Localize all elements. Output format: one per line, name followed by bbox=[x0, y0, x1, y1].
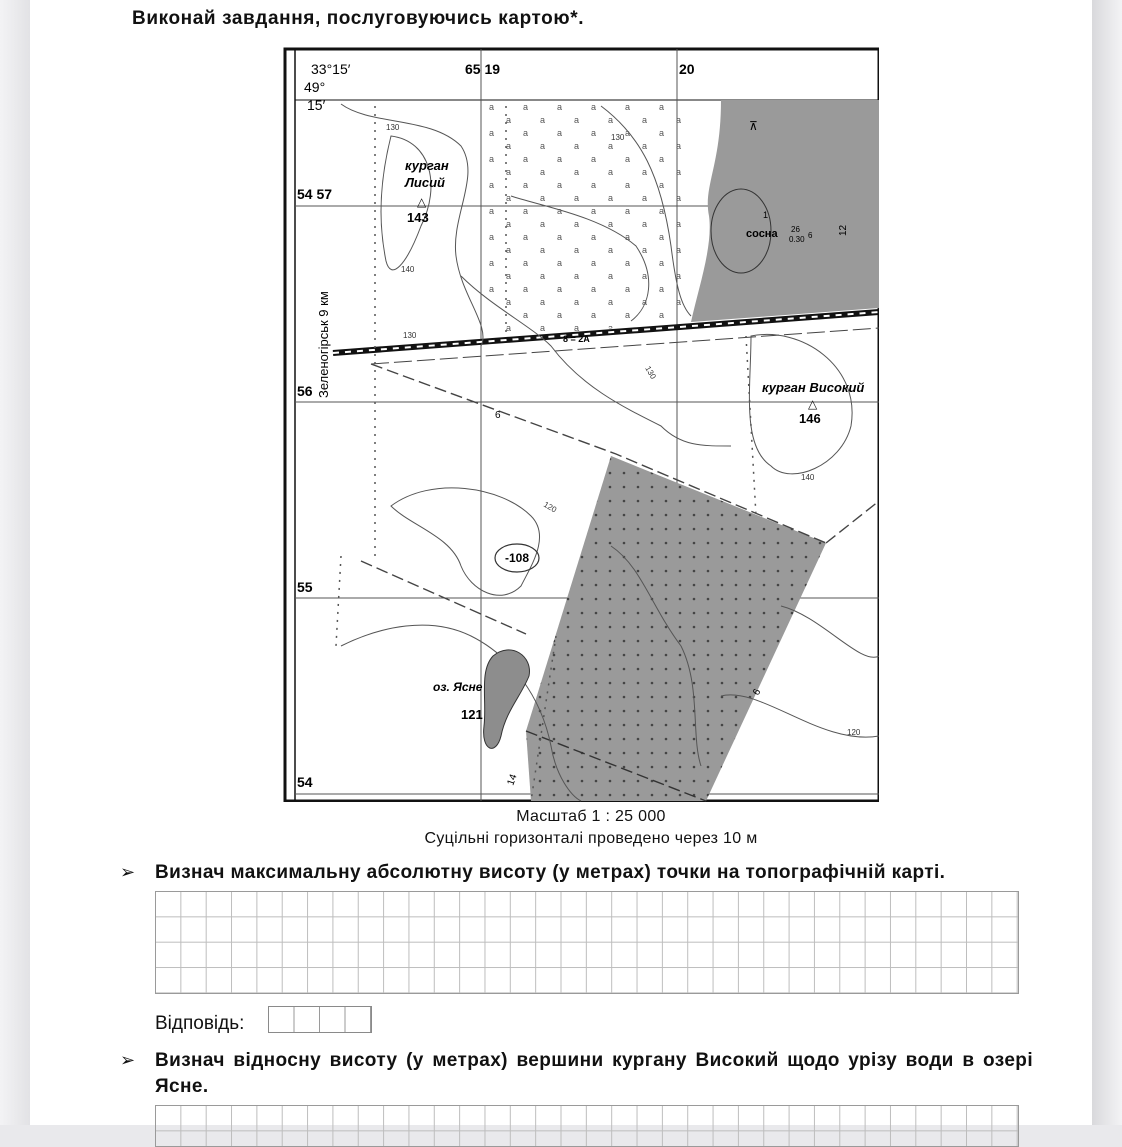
lysyi-triangle: △ bbox=[417, 195, 427, 209]
grid-y-label-4: 54 bbox=[297, 774, 313, 790]
contour-label-7: 120 bbox=[542, 499, 559, 515]
pine-height: 26 bbox=[791, 225, 800, 234]
contour-label-3: 140 bbox=[401, 265, 415, 274]
vysokyi-triangle: △ bbox=[808, 397, 818, 411]
contour-label-6: 140 bbox=[801, 473, 815, 482]
question-1: Визнач максимальну абсолютну висоту (у метрах) точки на топографічній карті. bbox=[155, 862, 946, 883]
road-label: 8 = 2А bbox=[563, 334, 590, 344]
answer-grid-1[interactable] bbox=[155, 891, 1019, 994]
answer-grid-2[interactable] bbox=[155, 1105, 1019, 1147]
contour-label-8: 120 bbox=[847, 728, 861, 737]
answer-box[interactable] bbox=[268, 1006, 372, 1033]
road-mark-1: 6 bbox=[495, 410, 501, 421]
answer-label: Відповідь: bbox=[155, 1013, 245, 1034]
page-edge-right bbox=[1092, 0, 1122, 1125]
meadow-area bbox=[486, 104, 691, 338]
lake-label: оз. Ясне bbox=[433, 680, 483, 694]
forest-symbol-icon: ⊼ bbox=[749, 119, 758, 133]
question-2: Визнач відносну висоту (у метрах) вершини кургану Високий щодо урізу води в озері Ясне. bbox=[155, 1050, 1033, 1097]
forest-mark: 12 bbox=[838, 224, 849, 236]
grid-y-label-2: 56 bbox=[297, 383, 313, 399]
contour-label-4: 130 bbox=[403, 331, 417, 340]
contour-label-1: 130 bbox=[386, 123, 400, 132]
pine-mark: 1 bbox=[763, 210, 769, 220]
road-mark-3: 14 bbox=[505, 772, 520, 788]
contour-interval-note: Суцільні горизонталі проведено через 10 м bbox=[424, 830, 758, 847]
corner-latitude-deg: 49° bbox=[304, 79, 326, 95]
pine-label: сосна bbox=[746, 228, 778, 240]
depression-label: -108 bbox=[505, 551, 530, 565]
map-scale: Масштаб 1 : 25 000 bbox=[516, 808, 666, 825]
vysokyi-label: курган Високий bbox=[762, 380, 865, 395]
task-instruction: Виконай завдання, послуговуючись картою*. bbox=[132, 8, 585, 29]
vysokyi-height: 146 bbox=[799, 411, 821, 426]
side-direction-label: Зеленогірськ 9 км bbox=[316, 291, 331, 398]
bullet-arrow-icon: ➢ bbox=[120, 862, 136, 882]
corner-latitude-min: 15′ bbox=[307, 97, 326, 113]
page-edge-left bbox=[0, 0, 30, 1125]
lake-height: 121 bbox=[461, 707, 483, 722]
grid-x-label-2: 20 bbox=[679, 61, 695, 77]
contour-label-5: 130 bbox=[643, 364, 658, 381]
corner-longitude: 33°15′ bbox=[311, 61, 351, 77]
grid-y-label-3: 55 bbox=[297, 579, 313, 595]
pine-diameter: 0.30 bbox=[789, 235, 805, 244]
lysyi-label-1: курган bbox=[405, 158, 449, 173]
bullet-arrow-icon: ➢ bbox=[120, 1050, 136, 1070]
pine-spacing: 6 bbox=[808, 231, 813, 240]
lysyi-label-2: Лисий bbox=[405, 175, 445, 190]
road-mark-2: 6 bbox=[751, 687, 764, 698]
grid-x-label-1: 65 19 bbox=[465, 61, 501, 77]
lysyi-height: 143 bbox=[407, 210, 429, 225]
topographic-map bbox=[281, 46, 879, 802]
contour-label-2: 130 bbox=[611, 133, 625, 142]
grid-y-label-1: 54 57 bbox=[297, 186, 333, 202]
